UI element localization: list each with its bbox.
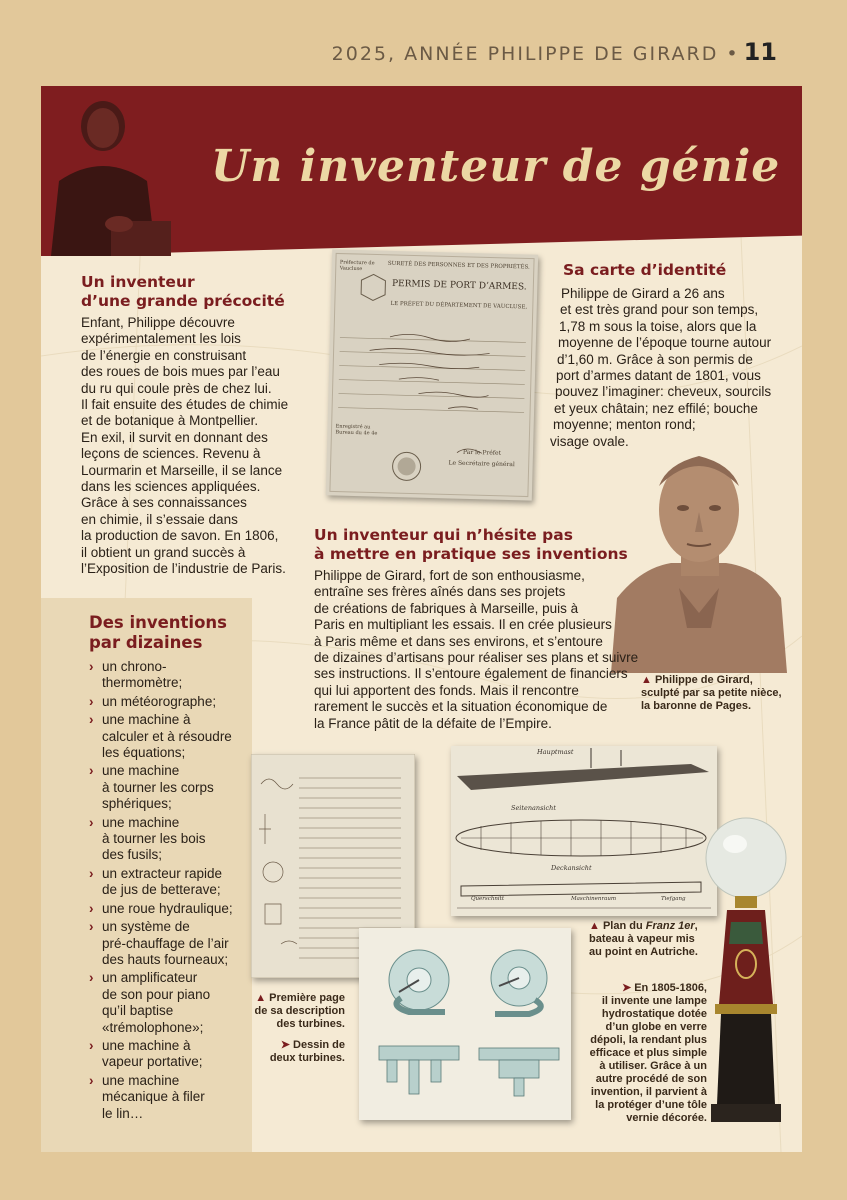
bust-caption: [641, 674, 801, 713]
precocity-line: du ru qui coule près de chez lui.: [81, 380, 272, 396]
boat-label: Hauptmast: [537, 748, 574, 756]
permit-heading: PERMIS DE PORT D’ARMES.: [391, 278, 527, 293]
precocity-line: la production de savon. En 1806,: [81, 528, 279, 544]
turbine-drawing: [359, 928, 571, 1120]
precocity-line: En exil, il survit en donnant des: [81, 429, 268, 445]
identity-line: et yeux châtain; nez effilé; bouche: [554, 400, 758, 416]
bust-caption-line: la baronne de Pages.: [641, 700, 752, 712]
boat-caption-line: bateau à vapeur mis: [589, 933, 695, 945]
permit-header-right: SURETÉ DES PERSONNES ET DES PROPRIÉTÉS.: [387, 260, 530, 271]
invention-item: › un amplificateur de son pour piano qu’il baptise «trémolophone»;: [89, 970, 269, 1036]
practice-line: qui lui apportent des fonds. Mais il rencontre: [314, 682, 579, 698]
inventions-title-line1: Des inventions: [89, 613, 227, 632]
practice-line: entraîne ses frères aînés dans ses projets: [314, 584, 566, 600]
invention-item: › une machine à tourner les bois des fusils;: [89, 815, 269, 864]
steamboat-plan: [451, 746, 717, 916]
lamp-caption-line: la protéger d’une tôle: [595, 1099, 707, 1111]
lamp-caption-line: autre procédé de son: [595, 1073, 707, 1085]
invention-item: › un système de pré-chauffage de l’air des hauts fourneaux;: [89, 919, 269, 968]
invention-item: › un chrono- thermomètre;: [89, 659, 269, 692]
precocity-section: [81, 273, 303, 578]
caption-marker: ➤: [621, 982, 632, 994]
lamp-caption-line: vernie décorée.: [626, 1112, 707, 1124]
lamp-caption-line: d’un globe en verre: [605, 1021, 707, 1033]
turbine-caption-line: Première page: [269, 992, 345, 1004]
steamboat-drawing: [451, 746, 717, 916]
lamp-caption-line: efficace et plus simple: [589, 1047, 707, 1059]
boat-label: Querschnitt: [471, 896, 505, 902]
practice-line: Philippe de Girard, fort de son enthousiasme,: [314, 568, 585, 583]
portrait-engraving: [41, 96, 171, 256]
permit-header-left: Préfecture de Vaucluse: [339, 259, 375, 273]
precocity-line: dans les sciences appliquées.: [81, 479, 261, 495]
precocity-line: Lourmarin et Marseille, il se lance: [81, 462, 283, 478]
lamp-caption-line: invention, il parvient à: [590, 1086, 707, 1098]
identity-line: 1,78 m sous la toise, alors que la: [559, 318, 757, 334]
boat-label: Deckansicht: [551, 864, 592, 872]
caption-marker: ➤: [280, 1039, 290, 1051]
precocity-title-line2: d’une grande précocité: [81, 292, 285, 310]
lamp-caption-line: hydrostatique dotée: [601, 1008, 707, 1020]
precocity-line: expérimentalement les lois: [81, 331, 241, 347]
practice-title-line2: à mettre en pratique ses inventions: [314, 545, 628, 563]
precocity-line: leçons de sciences. Revenu à: [81, 446, 261, 462]
invention-item: › une machine à tourner les corps sphériques;: [89, 763, 269, 812]
turbine-right: [491, 950, 547, 1014]
permit-footer-left: Enregistré au Bureau du 4e 4e: [335, 423, 378, 437]
precocity-line: il obtient un grand succès à: [81, 544, 246, 560]
boat-caption-pre: Plan du: [602, 920, 646, 932]
turbine-caption: [237, 992, 345, 1065]
identity-line: et est très grand pour son temps,: [560, 302, 759, 318]
identity-line: port d’armes datant de 1801, vous: [556, 368, 761, 384]
precocity-line: Il fait ensuite des études de chimie: [81, 397, 289, 413]
page-title: Un inventeur de génie: [211, 141, 781, 192]
lamp-caption-line: En 1805-1806,: [634, 982, 707, 994]
identity-line: moyenne de l’époque tourne autour: [558, 335, 772, 351]
permit-footer-right2: Le Secrétaire général: [448, 459, 515, 469]
page-panel: [41, 86, 802, 1152]
caption-marker: ▲: [255, 992, 267, 1004]
precocity-line: l’Exposition de l’industrie de Paris.: [81, 561, 286, 577]
practice-line: la France pâtit de la défaite de l’Empire.: [314, 715, 552, 731]
precocity-line: de l’énergie en construisant: [81, 347, 247, 363]
identity-line: pouvez l’imaginer: cheveux, sourcils: [555, 384, 772, 400]
running-head-text: 2025, ANNÉE PHILIPPE DE GIRARD •: [331, 43, 740, 65]
practice-line: de créations de fabriques à Marseille, puis à: [314, 600, 579, 616]
lamp-caption-line: dépoli, la rendant plus: [590, 1034, 707, 1046]
precocity-line: des roues de bois mues par l’eau: [81, 364, 280, 380]
practice-section: [314, 526, 654, 732]
running-head: [332, 38, 777, 66]
invention-item: › une machine mécanique à filer le lin…: [89, 1073, 269, 1122]
caption-marker: ▲: [589, 920, 600, 932]
gun-permit-document: [326, 249, 538, 500]
identity-line: Philippe de Girard a 26 ans: [561, 286, 725, 301]
precocity-title-line1: Un inventeur: [81, 273, 195, 291]
practice-title-line1: Un inventeur qui n’hésite pas: [314, 526, 573, 544]
lamp-caption-line: il invente une lampe: [601, 995, 707, 1007]
lamp-caption-line: à utiliser. Grâce à un: [599, 1060, 707, 1072]
boat-caption-name: Franz 1er: [645, 920, 695, 932]
invention-item: › une machine à vapeur portative;: [89, 1038, 269, 1071]
precocity-line: Grâce à ses connaissances: [81, 495, 247, 511]
practice-line: ses instructions. Il s’entoure également de financiers: [314, 666, 628, 682]
turbine-caption-line: deux turbines.: [269, 1052, 345, 1064]
boat-label: Tiefgang: [661, 896, 686, 902]
turbine-caption-line: de sa description: [254, 1005, 345, 1017]
boat-caption-post: ,: [694, 920, 698, 932]
permit-footer-right1: Par le Préfet: [462, 448, 502, 457]
practice-line: rarement le succès et la situation économique de: [314, 699, 608, 715]
permit-subheading: LE PRÉFET DU DÉPARTEMENT DE VAUCLUSE,: [390, 300, 528, 311]
invention-item: › un météorographe;: [89, 694, 269, 710]
identity-title: Sa carte d’identité: [563, 261, 727, 279]
practice-line: à Paris même et dans ses environs, et s’entoure: [314, 633, 603, 649]
practice-line: Paris en multipliant les essais. Il en crée plusieurs: [314, 617, 612, 633]
invention-item: › une roue hydraulique;: [89, 901, 269, 917]
boat-label: Seitenansicht: [511, 804, 556, 812]
identity-line: d’1,60 m. Grâce à son permis de: [557, 351, 753, 367]
page-number: 11: [743, 38, 777, 66]
bust-caption-line: Philippe de Girard,: [654, 674, 753, 686]
precocity-line: en chimie, il s’essaie dans: [81, 511, 238, 527]
identity-section: [550, 261, 793, 450]
inventions-title-line2: par dizaines: [89, 633, 203, 652]
boat-caption-line: au point en Autriche.: [589, 946, 698, 958]
invention-item: › un extracteur rapide de jus de betterave;: [89, 866, 269, 899]
turbine-caption-line: des turbines.: [276, 1018, 345, 1030]
boat-label: Maschinenraum: [571, 896, 617, 902]
invention-item: › une machine à calculer et à résoudre les équations;: [89, 712, 269, 761]
practice-line: de dizaines d’artisans pour réaliser ses plans et suivre: [314, 650, 639, 666]
turbine-caption-line: Dessin de: [293, 1039, 345, 1051]
caption-marker: ▲: [641, 674, 652, 686]
hydrostatic-lamp: [701, 814, 791, 1126]
identity-line: moyenne; menton rond;: [553, 417, 696, 433]
lamp-caption: [547, 982, 707, 1125]
precocity-line: Enfant, Philippe découvre: [81, 315, 235, 330]
turbine-left: [389, 950, 449, 1012]
precocity-line: et de botanique à Montpellier.: [81, 413, 259, 429]
bust-caption-line: sculpté par sa petite nièce,: [641, 687, 782, 699]
turbines: [359, 928, 571, 1120]
identity-line: visage ovale.: [550, 433, 629, 449]
